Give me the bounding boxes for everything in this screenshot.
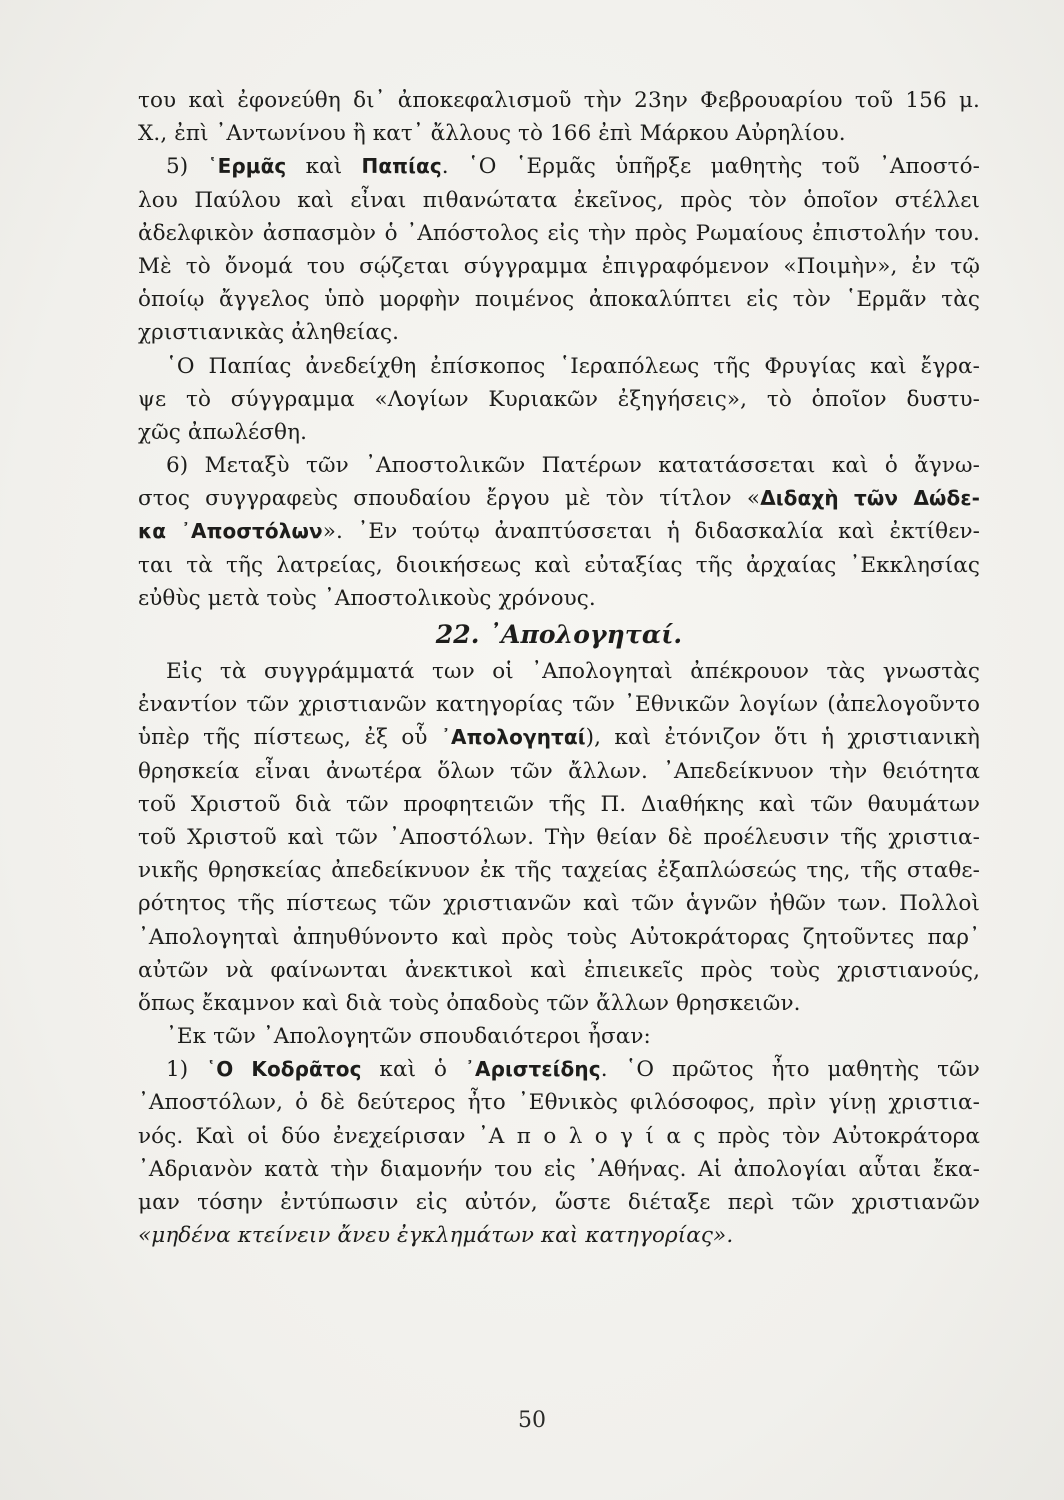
- text-line: ται τὰ τῆς λατρείας, διοικήσεως καὶ εὐταξίας τῆς ἀρχαίας ᾽Εκκλησίας: [138, 552, 980, 578]
- bold-term: ῾Ερμᾶς: [207, 154, 287, 179]
- inline-text: . ῾Ο πρῶτος ἦτο μαθητὴς τῶν: [600, 1057, 980, 1083]
- section-heading: 22. ᾽Απολογηταί.: [435, 620, 683, 649]
- bold-term: ῾Ο Κοδρᾶτος: [206, 1057, 362, 1082]
- text-line: μαν τόσην ἐντύπωσιν εἰς αὐτόν, ὥστε διέταξε περὶ τῶν χριστιανῶν: [138, 1190, 980, 1215]
- text-line: [138, 482, 980, 515]
- text-line: νικῆς θρησκείας ἀπεδείκνυον ἐκ τῆς ταχείας ἐξαπλώσεώς της, τῆς σταθε-: [138, 858, 980, 884]
- text-line: θρησκεία εἶναι ἀνωτέρα ὅλων τῶν ἄλλων. ᾽Απεδείκνυον τὴν θειότητα: [138, 758, 980, 784]
- bold-term: ᾽Απολογηταί: [440, 725, 586, 750]
- page-number: 50: [518, 1408, 546, 1433]
- text-line: ῾Ο Παπίας ἀνεδείχθη ἐπίσκοπος ῾Ιεραπόλεως τῆς Φρυγίας καὶ ἔγρα-: [166, 353, 980, 379]
- text-line: ἀδελφικὸν ἀσπασμὸν ὁ ᾽Απόστολος εἰς τὴν πρὸς Ρωμαίους ἐπιστολήν του.: [138, 220, 980, 246]
- text-line: ᾽Αδριανὸν κατὰ τὴν διαμονήν του εἰς ᾽Αθήνας. Αἱ ἀπολογίαι αὗται ἔκα-: [138, 1156, 980, 1182]
- inline-text: καὶ: [286, 154, 362, 180]
- text-line: νός. Καὶ οἱ δύο ἐνεχείρισαν ᾽Α π ο λ ο γ ί α ς πρὸς τὸν Αὐτοκράτορα: [138, 1123, 980, 1149]
- inline-text: . ῾Ο ῾Ερμᾶς ὑπῆρξε μαθητὴς τοῦ ᾽Αποστό-: [441, 154, 980, 180]
- text-line: ρότητος τῆς πίστεως τῶν χριστιανῶν καὶ τῶν ἁγνῶν ἠθῶν των. Πολλοὶ: [138, 891, 980, 917]
- inline-text: ), καὶ ἐτόνιζον ὅτι ἡ χριστιανικὴ: [585, 725, 980, 751]
- list-number: 5): [166, 154, 208, 180]
- inline-text: ». ᾽Εν τούτῳ ἀναπτύσσεται ἡ διδασκαλία καὶ ἐκτίθεν-: [322, 519, 980, 545]
- text-line: ᾽Απολογηταὶ ἀπηυθύνοντο καὶ πρὸς τοὺς Αὐτοκράτορας ζητοῦντες παρ᾽: [138, 924, 980, 950]
- text-line: [138, 515, 980, 548]
- text-line: ψε τὸ σύγγραμμα «Λογίων Κυριακῶν ἐξηγήσεις», τὸ ὁποῖον δυστυ-: [138, 386, 980, 412]
- text-line: χῶς ἀπωλέσθη.: [138, 419, 308, 445]
- text-line: ᾽Εκ τῶν ᾽Απολογητῶν σπουδαιότεροι ἦσαν:: [166, 1024, 651, 1050]
- inline-text: ὑπὲρ τῆς πίστεως, ἐξ οὗ: [138, 725, 441, 751]
- text-line: χριστιανικὰς ἀληθείας.: [138, 320, 400, 346]
- bold-title: Διδαχὴ τῶν Δώδε-: [760, 486, 980, 511]
- text-line: τοῦ Χριστοῦ καὶ τῶν ᾽Αποστόλων. Τὴν θείαν δὲ προέλευσιν τῆς χριστια-: [138, 824, 980, 850]
- text-line: ᾽Αποστόλων, ὁ δὲ δεύτερος ἦτο ᾽Εθνικὸς φιλόσοφος, πρὶν γίνῃ χριστια-: [138, 1090, 980, 1116]
- body-text: [138, 84, 980, 1252]
- text-line: τοῦ Χριστοῦ διὰ τῶν προφητειῶν τῆς Π. Διαθήκης καὶ τῶν θαυμάτων: [138, 791, 980, 817]
- text-line: [138, 1053, 980, 1086]
- inline-text: καὶ ὁ: [361, 1057, 465, 1083]
- text-line: Εἰς τὰ συγγράμματά των οἱ ᾽Απολογηταὶ ἀπέκρουον τὰς γνωστὰς: [166, 659, 980, 684]
- text-line: εὐθὺς μετὰ τοὺς ᾽Αποστολικοὺς χρόνους.: [138, 585, 596, 611]
- text-line: ὁποίῳ ἄγγελος ὑπὸ μορφὴν ποιμένος ἀποκαλύπτει εἰς τὸν ῾Ερμᾶν τὰς: [138, 287, 980, 313]
- text-line: αὐτῶν νὰ φαίνωνται ἀνεκτικοὶ καὶ ἐπιεικεῖς πρὸς τοὺς χριστιανούς,: [138, 957, 980, 983]
- bold-title: κα ᾽Αποστόλων: [138, 519, 323, 544]
- bold-term: Παπίας: [361, 154, 442, 179]
- text-line: του καὶ ἐφονεύθη δι᾽ ἀποκεφαλισμοῦ τὴν 23ην Φεβρουαρίου τοῦ 156 μ.: [138, 88, 980, 113]
- inline-text: στος συγγραφεὺς σπουδαίου ἔργου μὲ τὸν τίτλον «: [138, 486, 761, 512]
- text-line: [138, 150, 980, 183]
- list-number: 1): [166, 1057, 207, 1083]
- bold-term: ᾽Αριστείδης: [464, 1057, 601, 1082]
- text-line: Χ., ἐπὶ ᾽Αντωνίνου ἢ κατ᾽ ἄλλους τὸ 166 ἐπὶ Μάρκου Αὐρηλίου.: [138, 121, 846, 147]
- text-line-quote: «μηδένα κτείνειν ἄνευ ἐγκλημάτων καὶ κατηγορίας».: [138, 1223, 734, 1249]
- text-line: [138, 721, 980, 754]
- text-line: ὅπως ἔκαμνον καὶ διὰ τοὺς ὀπαδοὺς τῶν ἄλλων θρησκειῶν.: [138, 990, 801, 1016]
- text-line: Μὲ τὸ ὄνομά του σῴζεται σύγγραμμα ἐπιγραφόμενον «Ποιμὴν», ἐν τῷ: [138, 253, 980, 279]
- text-line: λου Παύλου καὶ εἶναι πιθανώτατα ἐκεῖνος, πρὸς τὸν ὁποῖον στέλλει: [138, 187, 980, 213]
- text-line: ἐναντίον τῶν χριστιανῶν κατηγορίας τῶν ᾽Εθνικῶν λογίων (ἀπελογοῦντο: [138, 692, 980, 718]
- text-line: 6) Μεταξὺ τῶν ᾽Αποστολικῶν Πατέρων κατατάσσεται καὶ ὁ ἄγνω-: [166, 453, 980, 479]
